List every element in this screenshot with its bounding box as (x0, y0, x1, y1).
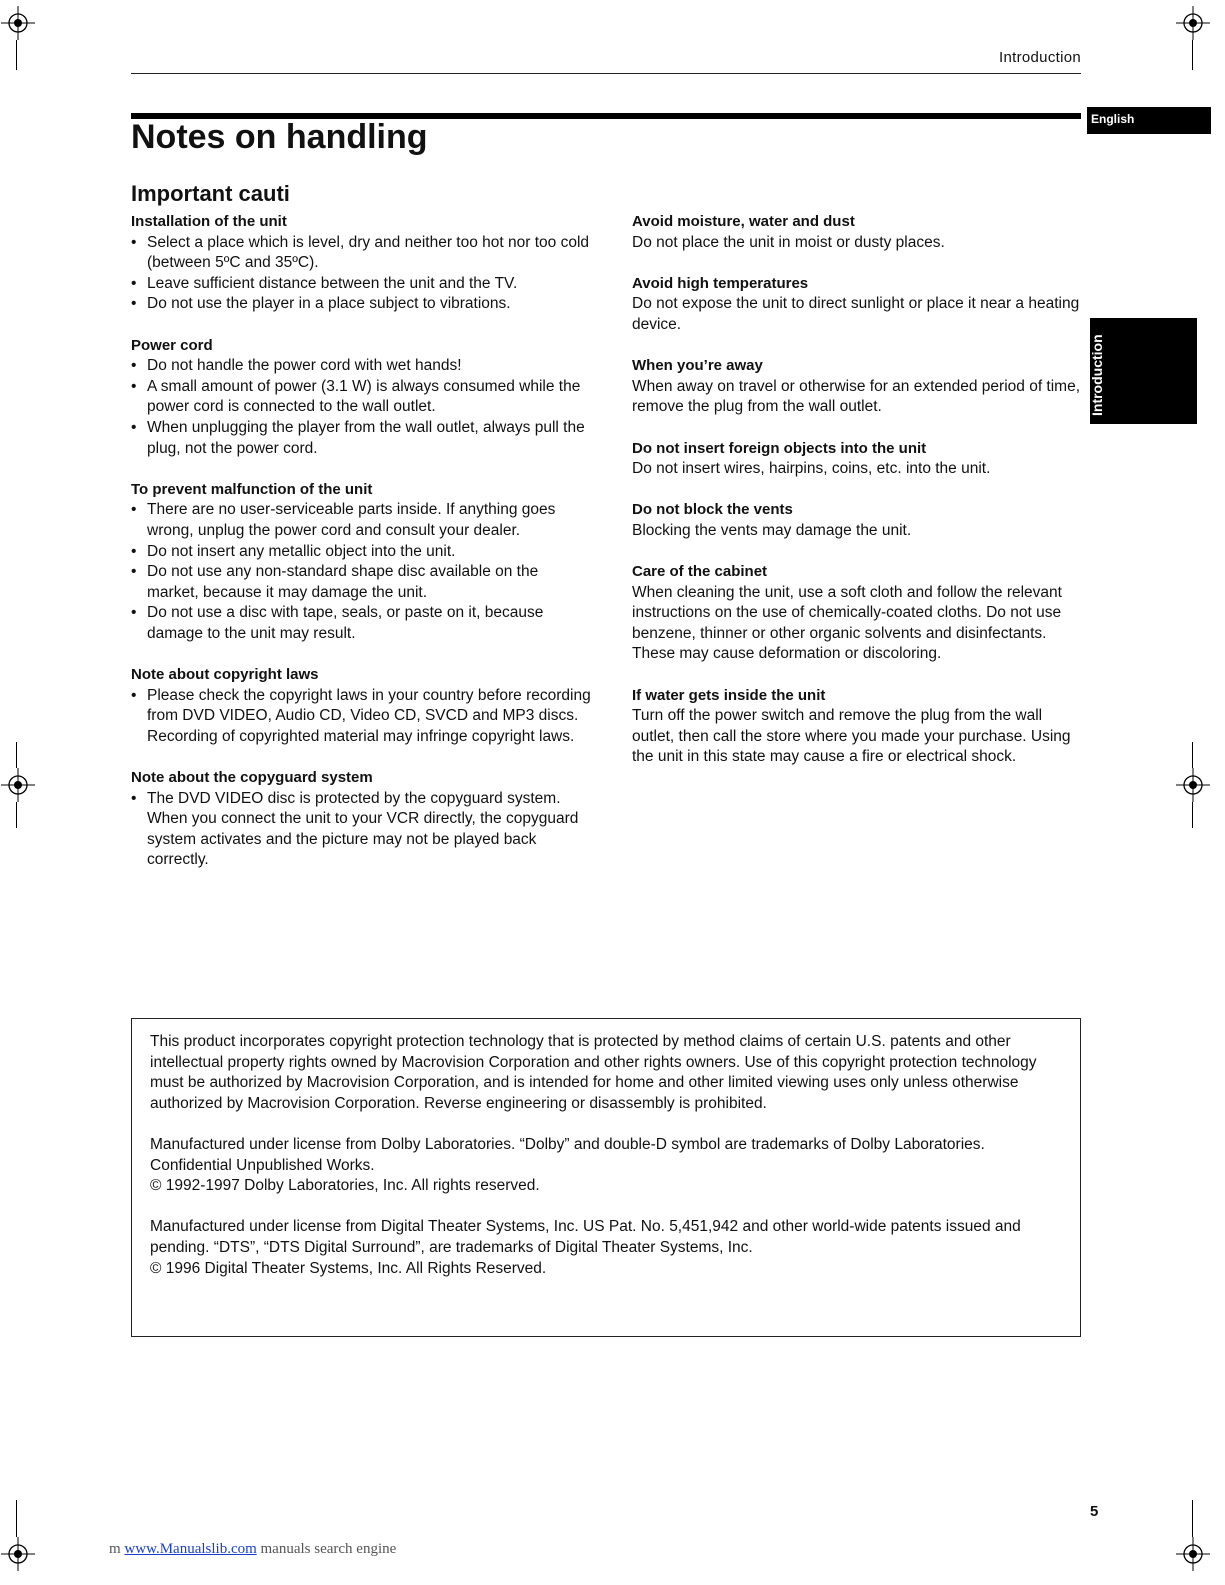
copyguard-section (131, 768, 591, 871)
header-rule (131, 73, 1081, 74)
crop-line (16, 1500, 17, 1537)
macrovision-notice: This product incorporates copyright protection technology that is protected by method claims of certain U.S. patents and other intellectual property rights owned by Macrovision Corporation and other rights owners. Use of this copyright protection technology must be authorized by Macrovision Corporation, and is intended for home and other limited viewing uses only unless otherwise authorized by Macrovision Corporation. Reverse engineering or disassembly is prohibited. (150, 1033, 1037, 1112)
list-item: • Do not use a disc with tape, seals, or paste on it, because damage to the unit may result. (131, 603, 591, 644)
page-title: Notes on handling (131, 118, 428, 156)
running-header: Introduction (999, 49, 1081, 66)
section-text: Turn off the power switch and remove the plug from the wall outlet, then call the store where you made your purchase. Using the unit in this state may cause a fire or electrical shock. (632, 707, 1071, 766)
section-heading: When you’re away (632, 357, 763, 375)
bullet-list (131, 233, 591, 315)
bullet-list (131, 789, 591, 871)
crop-line (1192, 802, 1193, 828)
crop-line (1192, 40, 1193, 70)
section-heading: Installation of the unit (131, 213, 287, 230)
power-cord-section (131, 336, 591, 460)
dolby-notice (150, 1135, 1062, 1197)
list-item: • A small amount of power (3.1 W) is always consumed while the power cord is connected to the wall outlet. (131, 377, 591, 418)
section-text: Do not expose the unit to direct sunlight or place it near a heating device. (632, 295, 1080, 333)
manualslib-link[interactable]: www.Manualslib.com (124, 1541, 257, 1557)
crop-line (1192, 742, 1193, 768)
dolby-license: Manufactured under license from Dolby Laboratories. “Dolby” and double-D symbol are trademarks of Dolby Laboratories. (150, 1135, 985, 1153)
dts-copyright: © 1996 Digital Theater Systems, Inc. All Rights Reserved. (150, 1259, 547, 1277)
malfunction-section (131, 480, 591, 645)
dts-license: Manufactured under license from Digital Theater Systems, Inc. US Pat. No. 5,451,942 and other world-wide patents issued and pending. “DTS”, “DTS Digital Surround”, are trademarks of Digital Theater Systems, Inc. (150, 1218, 1021, 1256)
cabinet-section (632, 562, 1082, 665)
list-item: • Please check the copyright laws in your country before recording from DVD VIDEO, Audio CD, Video CD, SVCD and MP3 discs. Recording of copyrighted material may infringe copyright laws. (131, 686, 591, 748)
temperature-section (632, 274, 1082, 336)
crop-line (16, 802, 17, 828)
section-heading: Care of the cabinet (632, 563, 768, 581)
dts-notice (150, 1217, 1062, 1279)
dolby-confidential: Confidential Unpublished Works. (150, 1156, 375, 1174)
crop-line (16, 742, 17, 768)
bullet-list (131, 686, 591, 748)
section-text: Do not insert wires, hairpins, coins, etc. into the unit. (632, 460, 991, 478)
crop-line (1192, 1500, 1193, 1537)
registration-mark-icon (1176, 768, 1210, 802)
list-item: • Do not handle the power cord with wet hands! (131, 356, 591, 377)
foreign-objects-section (632, 439, 1082, 480)
moisture-section (632, 212, 1082, 253)
language-tab: English (1087, 107, 1211, 134)
bullet-list (131, 500, 591, 644)
section-text: When cleaning the unit, use a soft cloth and follow the relevant instructions on the use of chemically-coated cloths. Do not use benzene, thinner or other organic solvents and disinfectants. These may cause deformation or discoloring. (632, 583, 1062, 663)
list-item: • Leave sufficient distance between the unit and the TV. (131, 274, 591, 295)
dolby-copyright: © 1992-1997 Dolby Laboratories, Inc. All rights reserved. (150, 1177, 540, 1195)
list-item: • When unplugging the player from the wall outlet, always pull the plug, not the power cord. (131, 418, 591, 459)
registration-mark-icon (1, 6, 35, 40)
section-text: Blocking the vents may damage the unit. (632, 521, 912, 539)
page-number: 5 (1090, 1503, 1099, 1520)
registration-mark-icon (1176, 6, 1210, 40)
license-notice-box (131, 1018, 1081, 1337)
right-column (632, 212, 1082, 789)
section-heading: Do not insert foreign objects into the unit (632, 439, 927, 457)
watermark (109, 1541, 396, 1558)
section-text: When away on travel or otherwise for an extended period of time, remove the plug from the wall outlet. (632, 377, 1081, 416)
copyright-section (131, 665, 591, 747)
section-heading: Power cord (131, 336, 213, 354)
list-item: • Do not insert any metallic object into the unit. (131, 542, 591, 563)
section-heading: Avoid high temperatures (632, 274, 809, 292)
list-item: • Do not use any non-standard shape disc available on the market, because it may damage the unit. (131, 562, 591, 603)
section-heading: Avoid moisture, water and dust (632, 213, 855, 230)
section-tab-label: Introduction (1089, 334, 1105, 416)
section-heading: If water gets inside the unit (632, 686, 826, 704)
section-subtitle: Important cauti (131, 181, 290, 206)
section-heading: Note about the copyguard system (131, 769, 373, 787)
section-heading: Do not block the vents (632, 501, 793, 519)
water-section (632, 686, 1082, 768)
watermark-prefix: m (109, 1541, 121, 1557)
installation-section (131, 212, 591, 315)
watermark-suffix: manuals search engine (260, 1541, 397, 1557)
section-heading: Note about copyright laws (131, 666, 319, 684)
vents-section (632, 500, 1082, 541)
list-item: • The DVD VIDEO disc is protected by the copyguard system. When you connect the unit to your VCR directly, the copyguard system activates and the picture may not be played back correctly. (131, 789, 591, 871)
section-text: Do not place the unit in moist or dusty places. (632, 233, 945, 251)
bullet-list (131, 356, 591, 459)
registration-mark-icon (1, 1537, 35, 1571)
registration-mark-icon (1, 768, 35, 802)
crop-line (16, 40, 17, 70)
left-column (131, 212, 591, 892)
section-tab (1090, 318, 1197, 424)
section-heading: To prevent malfunction of the unit (131, 480, 373, 498)
list-item: • Do not use the player in a place subject to vibrations. (131, 294, 591, 315)
registration-mark-icon (1176, 1537, 1210, 1571)
list-item: • Select a place which is level, dry and neither too hot nor too cold (between 5ºC and 35ºC). (131, 233, 591, 274)
away-section (632, 356, 1082, 418)
list-item: • There are no user-serviceable parts inside. If anything goes wrong, unplug the power cord and consult your dealer. (131, 500, 591, 541)
